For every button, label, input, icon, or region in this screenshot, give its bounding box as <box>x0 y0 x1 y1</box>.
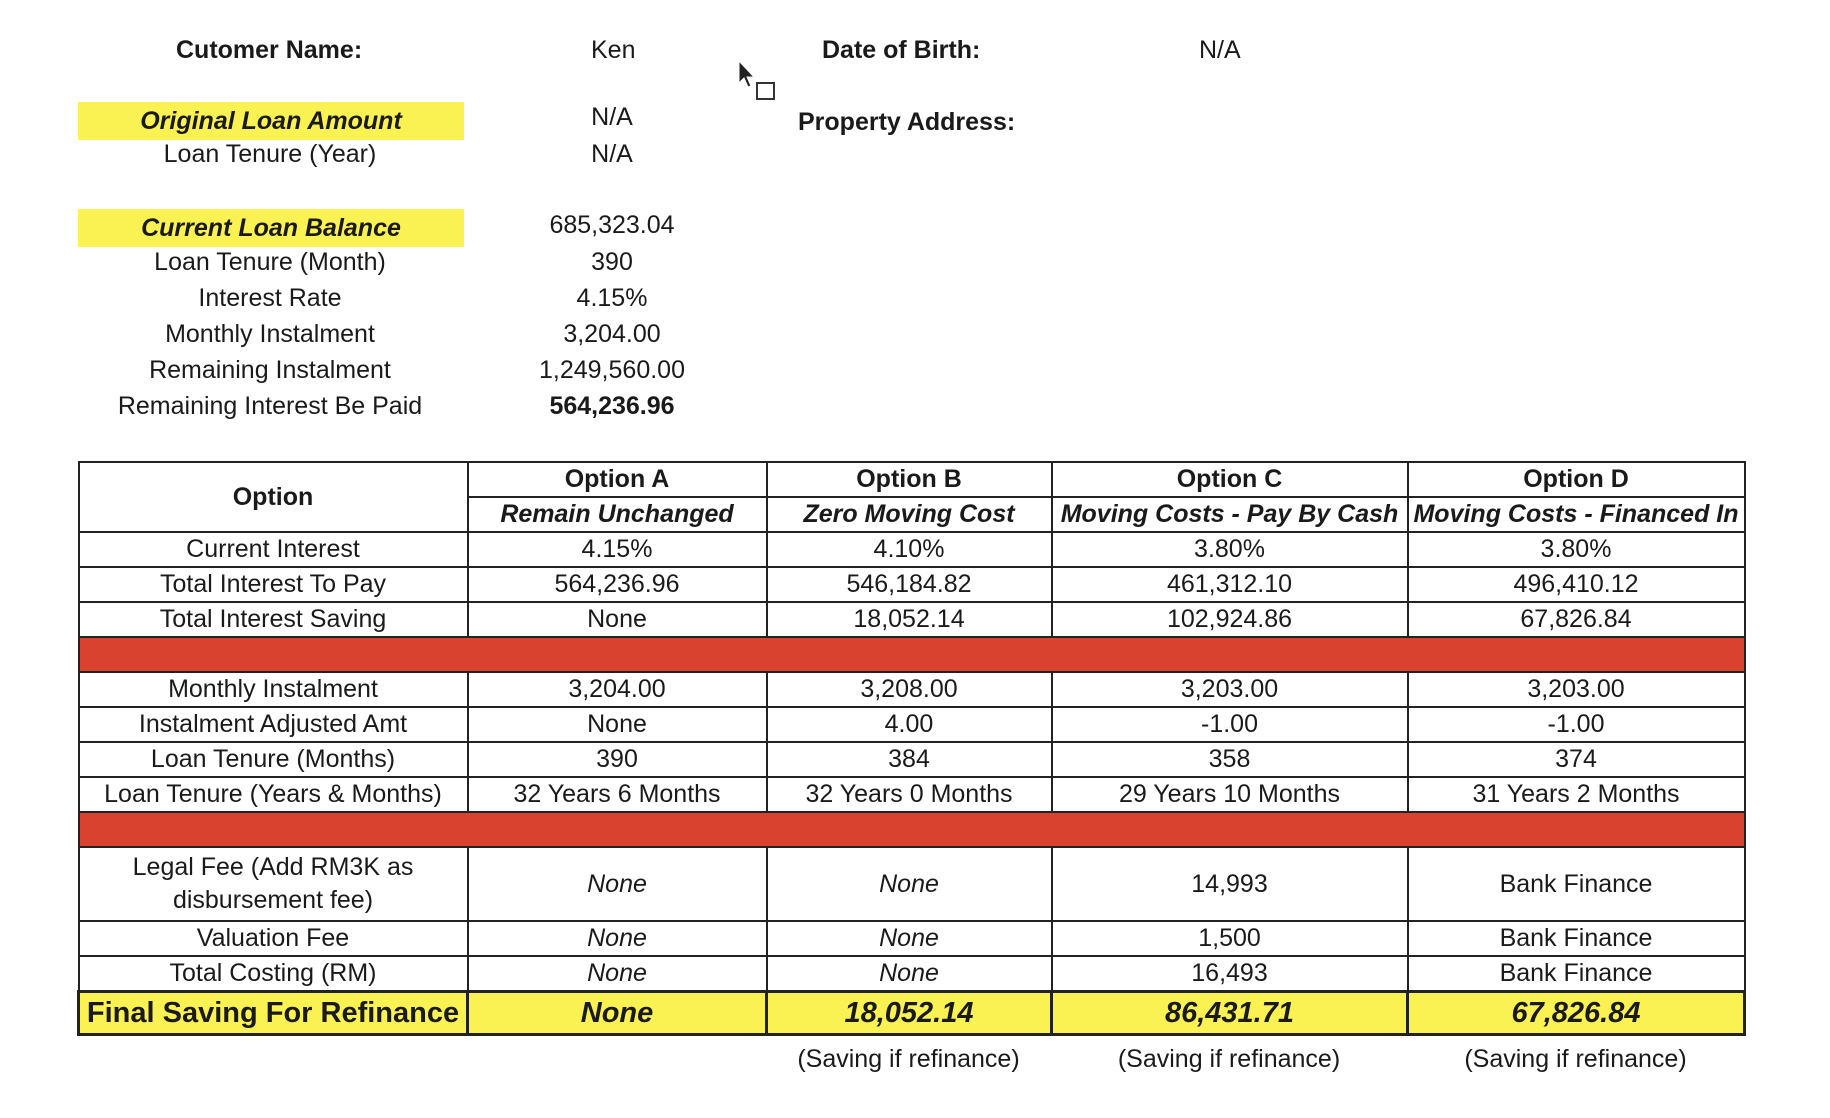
monthly-instalment-label: Monthly Instalment <box>165 320 375 348</box>
row-label: Loan Tenure (Years & Months) <box>79 777 468 812</box>
option-c-header: Option C <box>1052 462 1408 497</box>
table-cell: 3,203.00 <box>1408 672 1745 707</box>
table-cell: 31 Years 2 Months <box>1408 777 1745 812</box>
customer-name-label: Cutomer Name: <box>176 36 363 64</box>
table-row <box>79 956 1745 992</box>
saving-note-option-b: (Saving if refinance) <box>797 1045 1020 1073</box>
table-cell: Bank Finance <box>1408 847 1745 921</box>
table-cell: None <box>767 956 1052 992</box>
option-b-header: Option B <box>767 462 1052 497</box>
table-cell: 3.80% <box>1408 532 1745 567</box>
table-cell: None <box>468 847 767 921</box>
row-label: Current Interest <box>79 532 468 567</box>
table-cell: 3,203.00 <box>1052 672 1408 707</box>
loan-tenure-month-value: 390 <box>591 248 633 276</box>
table-cell: 4.15% <box>468 532 767 567</box>
row-label: Total Interest To Pay <box>79 567 468 602</box>
table-cell: 18,052.14 <box>767 602 1052 637</box>
separator-bar <box>79 812 1745 847</box>
dob-label: Date of Birth: <box>822 36 981 64</box>
table-row <box>79 602 1745 637</box>
remaining-interest-value: 564,236.96 <box>549 392 675 420</box>
table-row <box>79 777 1745 812</box>
table-header-row <box>79 462 1745 497</box>
saving-note-option-c: (Saving if refinance) <box>1117 1045 1341 1073</box>
row-label: Valuation Fee <box>79 921 468 956</box>
table-cell: 461,312.10 <box>1052 567 1408 602</box>
table-cell: None <box>767 847 1052 921</box>
row-label: Instalment Adjusted Amt <box>79 707 468 742</box>
final-saving-option-b: 18,052.14 <box>767 992 1052 1035</box>
table-row <box>79 707 1745 742</box>
row-label: Total Costing (RM) <box>79 956 468 992</box>
table-cell: 564,236.96 <box>468 567 767 602</box>
option-d-subheader: Moving Costs - Financed In <box>1408 497 1745 532</box>
table-cell: None <box>468 956 767 992</box>
dob-value: N/A <box>1199 36 1241 64</box>
table-cell: 14,993 <box>1052 847 1408 921</box>
table-cell: 374 <box>1408 742 1745 777</box>
table-cell: None <box>468 921 767 956</box>
row-label: Monthly Instalment <box>79 672 468 707</box>
table-cell: 32 Years 6 Months <box>468 777 767 812</box>
table-row <box>79 742 1745 777</box>
monthly-instalment-value: 3,204.00 <box>563 320 661 348</box>
table-cell: None <box>767 921 1052 956</box>
table-cell: Bank Finance <box>1408 956 1745 992</box>
table-cell: Bank Finance <box>1408 921 1745 956</box>
loan-tenure-month-label: Loan Tenure (Month) <box>154 248 386 276</box>
table-cell: 4.10% <box>767 532 1052 567</box>
table-row <box>79 532 1745 567</box>
table-cell: None <box>468 707 767 742</box>
final-saving-row <box>79 992 1745 1035</box>
table-cell: 390 <box>468 742 767 777</box>
property-address-label: Property Address: <box>798 108 1016 136</box>
loan-tenure-year-label: Loan Tenure (Year) <box>163 140 377 168</box>
refinance-options-table <box>77 461 1746 1036</box>
table-row <box>79 567 1745 602</box>
interest-rate-value: 4.15% <box>576 284 648 312</box>
option-d-header: Option D <box>1408 462 1745 497</box>
saving-note-option-d: (Saving if refinance) <box>1464 1045 1687 1073</box>
table-row <box>79 672 1745 707</box>
table-cell: 32 Years 0 Months <box>767 777 1052 812</box>
table-cell: 29 Years 10 Months <box>1052 777 1408 812</box>
table-cell: 384 <box>767 742 1052 777</box>
original-loan-amount-label: Original Loan Amount <box>78 102 464 140</box>
original-loan-amount-value: N/A <box>591 103 633 131</box>
table-cell: 3.80% <box>1052 532 1408 567</box>
separator-row <box>79 637 1745 672</box>
table-cell: -1.00 <box>1052 707 1408 742</box>
option-column-header: Option <box>79 462 468 532</box>
table-cell: -1.00 <box>1408 707 1745 742</box>
option-b-subheader: Zero Moving Cost <box>767 497 1052 532</box>
remaining-instalment-label: Remaining Instalment <box>149 356 391 384</box>
current-loan-balance-label: Current Loan Balance <box>78 209 464 247</box>
final-saving-option-d: 67,826.84 <box>1408 992 1745 1035</box>
table-cell: 4.00 <box>767 707 1052 742</box>
table-row <box>79 921 1745 956</box>
interest-rate-label: Interest Rate <box>198 284 342 312</box>
table-cell: None <box>468 602 767 637</box>
remaining-interest-label: Remaining Interest Be Paid <box>117 392 423 420</box>
customer-name-value: Ken <box>591 36 636 64</box>
table-cell: 358 <box>1052 742 1408 777</box>
table-cell: 496,410.12 <box>1408 567 1745 602</box>
current-loan-balance-value: 685,323.04 <box>549 211 675 239</box>
row-label: Legal Fee (Add RM3K as disbursement fee) <box>79 847 468 921</box>
mouse-pointer-icon <box>737 59 777 105</box>
loan-tenure-year-value: N/A <box>591 140 633 168</box>
table-cell: 102,924.86 <box>1052 602 1408 637</box>
option-c-subheader: Moving Costs - Pay By Cash <box>1052 497 1408 532</box>
table-cell: 1,500 <box>1052 921 1408 956</box>
remaining-instalment-value: 1,249,560.00 <box>539 356 685 384</box>
row-label: Loan Tenure (Months) <box>79 742 468 777</box>
final-saving-label: Final Saving For Refinance <box>79 992 468 1035</box>
table-row <box>79 847 1745 921</box>
option-a-header: Option A <box>468 462 767 497</box>
table-cell: 546,184.82 <box>767 567 1052 602</box>
final-saving-option-c: 86,431.71 <box>1052 992 1408 1035</box>
table-cell: 3,204.00 <box>468 672 767 707</box>
separator-bar <box>79 637 1745 672</box>
separator-row <box>79 812 1745 847</box>
table-cell: 67,826.84 <box>1408 602 1745 637</box>
final-saving-option-a: None <box>468 992 767 1035</box>
option-a-subheader: Remain Unchanged <box>468 497 767 532</box>
table-cell: 16,493 <box>1052 956 1408 992</box>
table-cell: 3,208.00 <box>767 672 1052 707</box>
row-label: Total Interest Saving <box>79 602 468 637</box>
